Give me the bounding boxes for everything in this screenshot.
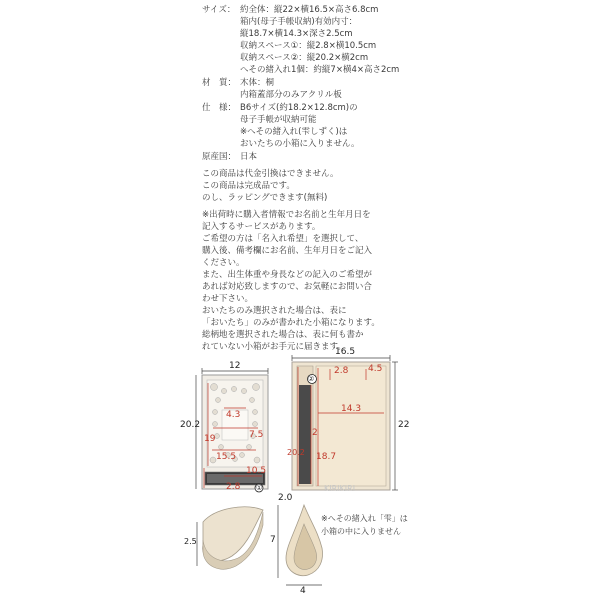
tear-w4-label: 4 — [300, 586, 306, 596]
dim-2-8-right: 2.8 — [334, 366, 349, 376]
engrave-line: 総柄地を選択された場合は、表に何も書か — [202, 330, 364, 340]
engrave-line: ご希望の方は「名入れ希望」を選択して、 — [202, 234, 364, 244]
lid-height-label: 20.2 — [180, 420, 201, 430]
engrave-line: おいたちのみ選択された場合は、表に — [202, 306, 347, 316]
dim-19: 19 — [204, 434, 216, 444]
dim-20-2: 20.2 — [287, 448, 305, 457]
material-label: 材 質： — [202, 78, 237, 88]
engrave-line: ※出荷時に購入者情報でお名前と生年月日を — [202, 210, 371, 220]
size-line: 収納スペース①：縦2.8×横10.5cm — [240, 41, 377, 51]
note-line: この商品は完成品です。 — [202, 181, 295, 191]
engrave-line: 購入後、備考欄にお名前、生年月日をご記入 — [202, 246, 373, 256]
circle-2-label: ② — [308, 375, 315, 383]
dim-14-3: 14.3 — [341, 404, 362, 414]
lid-width-label: 12 — [229, 361, 241, 371]
size-line: 収納スペース②：縦20.2×横2cm — [240, 53, 369, 63]
origin-label: 原産国： — [202, 152, 237, 162]
size-line: 縦18.7×横14.3×深さ2.5cm — [240, 29, 353, 39]
origin-value: 日本 — [240, 152, 258, 162]
watermark: KIRIKIRI — [324, 484, 356, 493]
teardrop-diagram — [197, 505, 322, 585]
spec-label: 仕 様： — [202, 103, 237, 113]
engrave-line: 記入するサービスがあります。 — [202, 222, 321, 232]
engrave-line: 「おいたち」のみが書かれた小箱になります。 — [202, 318, 380, 328]
note-line: この商品は代金引換はできません。 — [202, 169, 339, 179]
spec-line: 母子手帳が収納可能 — [240, 115, 317, 125]
engrave-line: ください。 — [202, 258, 245, 268]
size-label: サイズ： — [202, 5, 236, 15]
dim-15-5: 15.5 — [216, 452, 237, 462]
engrave-line: わせ下さい。 — [202, 294, 254, 304]
material-line: 木体：桐 — [240, 78, 275, 88]
tear-note: 小箱の中に入りません — [321, 527, 401, 536]
note-line: のし、ラッピングできます(無料) — [202, 193, 328, 203]
size-line: 約全体：縦22×横16.5×高さ6.8cm — [240, 5, 379, 15]
dim-18-7: 18.7 — [316, 452, 337, 462]
dim-7-5: 7.5 — [249, 430, 264, 440]
dim-10-5: 10.5 — [246, 466, 267, 476]
dim-2-8-left: 2.8 — [226, 482, 241, 492]
circle-1-label: ① — [256, 484, 263, 492]
spec-line: ※へその緒入れ(雫しずく)は — [240, 127, 348, 137]
dim-2: 2 — [312, 428, 318, 438]
size-line: 箱内(母子手帳収納)有効内寸： — [240, 17, 358, 27]
inside-height-label: 22 — [398, 420, 410, 430]
material-line: 内箱蓋部分のみアクリル板 — [240, 90, 342, 100]
dim-4-3: 4.3 — [226, 410, 241, 420]
engrave-line: あれば対応致しますので、お気軽にお問い合 — [202, 282, 372, 292]
size-line: へその緒入れ1個：約縦7×横4×高さ2cm — [240, 65, 400, 75]
tear-note: ※へその緒入れ「雫」は — [321, 514, 408, 523]
engrave-line: れていない小箱がお手元に届きます。 — [202, 342, 346, 352]
engrave-line: また、出生体重や身長などの記入のご希望が — [202, 270, 373, 280]
inside-width-label: 16.5 — [335, 347, 356, 357]
tear-height-label: 2.5 — [184, 537, 197, 546]
dim-4-5: 4.5 — [368, 364, 383, 374]
spec-line: B6サイズ(約18.2×12.8cm)の — [240, 103, 358, 113]
bottom-2-0-label: 2.0 — [278, 493, 293, 503]
spec-line: おいたちの小箱に入りません。 — [240, 139, 360, 149]
tear-h7-label: 7 — [270, 535, 276, 545]
